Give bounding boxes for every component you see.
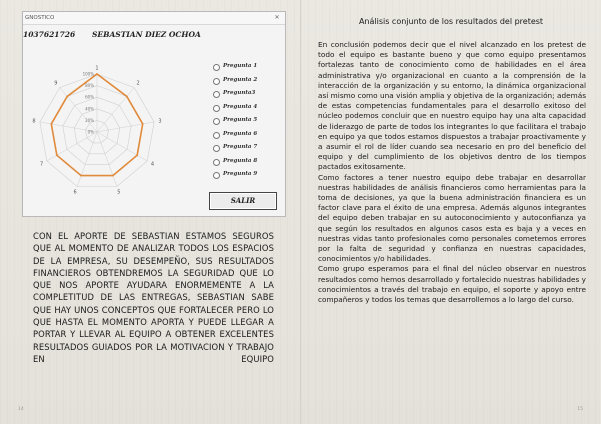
option-label: Pregunta 4 <box>223 103 258 110</box>
left-page <box>0 0 300 424</box>
radio-button[interactable] <box>213 145 220 152</box>
radar-point <box>56 154 58 156</box>
student-name: SEBASTIAN DIEZ OCHOA <box>92 30 201 39</box>
radar-category-label: 4 <box>150 161 155 168</box>
option-3[interactable] <box>213 89 285 103</box>
paragraph: En conclusión podemos decir que el nivel alcanzado en los pretest de todo el equipo es bastante bueno y que como equipo presentamos fortalezas tanto de conocimiento como de habilidades en el área administrativa y/o organizacional en cuanto a la comprensión de la interacción de la organización y su entorno, la dinámica organizacional así mismo como una visión amplia y objetiva de la organización; además de estas competencias fundamentales para el desarrollo exitoso del núcleo podemos concluir que en nuestro equipo hay una alta capacidad de liderazgo de parte de todos los integrantes lo que facilitara el trabajo en equipo ya que todos estamos dispuestos a trabajar proactivamente y a asumir el rol de líder cuando sea necesario en pro del beneficio del equipo y del cumplimiento de los objetivos dentro de los tiempos pactados exitosamente. <box>318 40 586 172</box>
paragraph: Como factores a tener nuestro equipo debe trabajar en desarrollar nuestras habilidades de análisis financieros como herramientas para la toma de decisiones, ya que la buena administración financiera es un factor clave para el éxito de una empresa. Además algunos integrantes del equipo deben trabajar en su autoconocimiento y autoconfianza ya que según los resultados en algunos casos esta es baja y a veces en nuestras vidas tanto profesionales como personales cometemos errores por la falta de seguridad y confianza en nuestras capacidades, conocimientos y/o habilidades. <box>318 172 586 264</box>
radio-button[interactable] <box>213 64 220 71</box>
section-title: Análisis conjunto de los resultados del pretest <box>358 17 544 26</box>
radar-point <box>96 73 98 75</box>
option-label: Pregunta 2 <box>223 76 258 83</box>
radar-category-label: 7 <box>39 161 44 168</box>
radio-button[interactable] <box>213 91 220 98</box>
option-8[interactable] <box>213 157 285 171</box>
radar-category-label: 3 <box>158 118 162 125</box>
grid-spoke <box>97 88 134 132</box>
radar-tick-label: 100% <box>82 71 94 77</box>
close-icon[interactable]: ✕ <box>274 14 280 21</box>
option-label: Pregunta3 <box>223 90 256 96</box>
option-label: Pregunta 7 <box>223 144 258 150</box>
page-number-left: 14 <box>18 407 24 412</box>
radar-point <box>66 96 68 98</box>
option-label: Pregunta 8 <box>223 157 258 164</box>
option-4[interactable] <box>213 103 285 117</box>
radar-category-label: 9 <box>54 80 58 87</box>
radar-point <box>142 123 144 125</box>
radar-category-label: 2 <box>136 80 140 87</box>
option-1[interactable] <box>213 62 285 76</box>
option-label: Pregunta 6 <box>223 130 258 137</box>
radar-category-label: 1 <box>95 65 99 72</box>
page-number-right: 15 <box>577 407 583 412</box>
grid-spoke <box>77 129 97 187</box>
radio-button[interactable] <box>213 132 220 139</box>
question-options <box>213 62 285 184</box>
radar-tick-label: 60% <box>85 94 94 100</box>
option-label: Pregunta 1 <box>223 63 258 69</box>
option-7[interactable] <box>213 143 285 157</box>
radar-tick-label: 20% <box>85 117 94 123</box>
right-page <box>300 0 601 424</box>
window-title: GNOSTICO <box>25 15 55 21</box>
radar-category-label: 5 <box>117 189 121 196</box>
radar-chart <box>31 54 161 204</box>
right-body-text <box>318 40 586 305</box>
option-6[interactable] <box>213 130 285 144</box>
radar-category-label: 8 <box>32 118 36 125</box>
radar-point <box>50 123 52 125</box>
option-9[interactable] <box>213 170 285 184</box>
option-2[interactable] <box>213 76 285 90</box>
option-5[interactable] <box>213 116 285 130</box>
app-window-screenshot <box>22 11 286 217</box>
grid-spoke <box>97 132 117 187</box>
option-label: Pregunta 5 <box>223 117 258 123</box>
radar-tick-label: 80% <box>85 83 94 89</box>
paragraph: Como grupo esperamos para el final del núcleo observar en nuestros resultados como hemos desarrollado y fortalecido nuestras habilidades y conocimientos a través del trabajo en equipo, el soporte y apoyo entre compañeros y todos los temas que desarrollemos a lo largo del curso. <box>318 264 586 305</box>
radio-button[interactable] <box>213 118 220 125</box>
radio-button[interactable] <box>213 172 220 179</box>
radar-point <box>136 154 138 156</box>
radar-point <box>80 175 82 177</box>
left-body-text: CON EL APORTE DE SEBASTIAN ESTAMOS SEGUROS QUE AL MOMENTO DE ANALIZAR TODOS LOS ESPACIOS DE LA EMPRESA, SU DESEMPEÑO, SUS RESULTADOS FINANCIEROS OBTENDREMOS LA SEGURIDAD QUE LO QUE NOS APORTE AYUDARA ENORMEMENTE A LA COMPLETITUD DE LAS ENTREGAS, SEBASTIAN SABE QUE HAY UNOS CONCEPTOS QUE FORTALECER PERO LO QUE HASTA EL MOMENTO APORTA Y PUEDE LLEGAR A PORTAR Y LLEVAR AL EQUIPO A OBTENER EXCELENTES RESULTADOS GUIADOS POR LA MOTIVACION Y TRABAJO EN EQUIPO <box>33 231 274 364</box>
student-id: 1037621726 <box>23 30 76 39</box>
radar-tick-label: 40% <box>85 106 94 112</box>
radar-tick-label: 0% <box>87 129 94 135</box>
radar-category-label: 6 <box>73 189 77 196</box>
radio-button[interactable] <box>213 159 220 166</box>
student-info <box>23 30 285 42</box>
option-label: Pregunta 9 <box>223 171 258 177</box>
grid-spoke <box>97 122 154 132</box>
window-titlebar <box>23 12 285 25</box>
radio-button[interactable] <box>213 105 220 112</box>
radar-point <box>126 96 128 98</box>
radio-button[interactable] <box>213 78 220 85</box>
exit-button[interactable]: SALIR <box>209 192 277 210</box>
radar-point <box>112 175 114 177</box>
